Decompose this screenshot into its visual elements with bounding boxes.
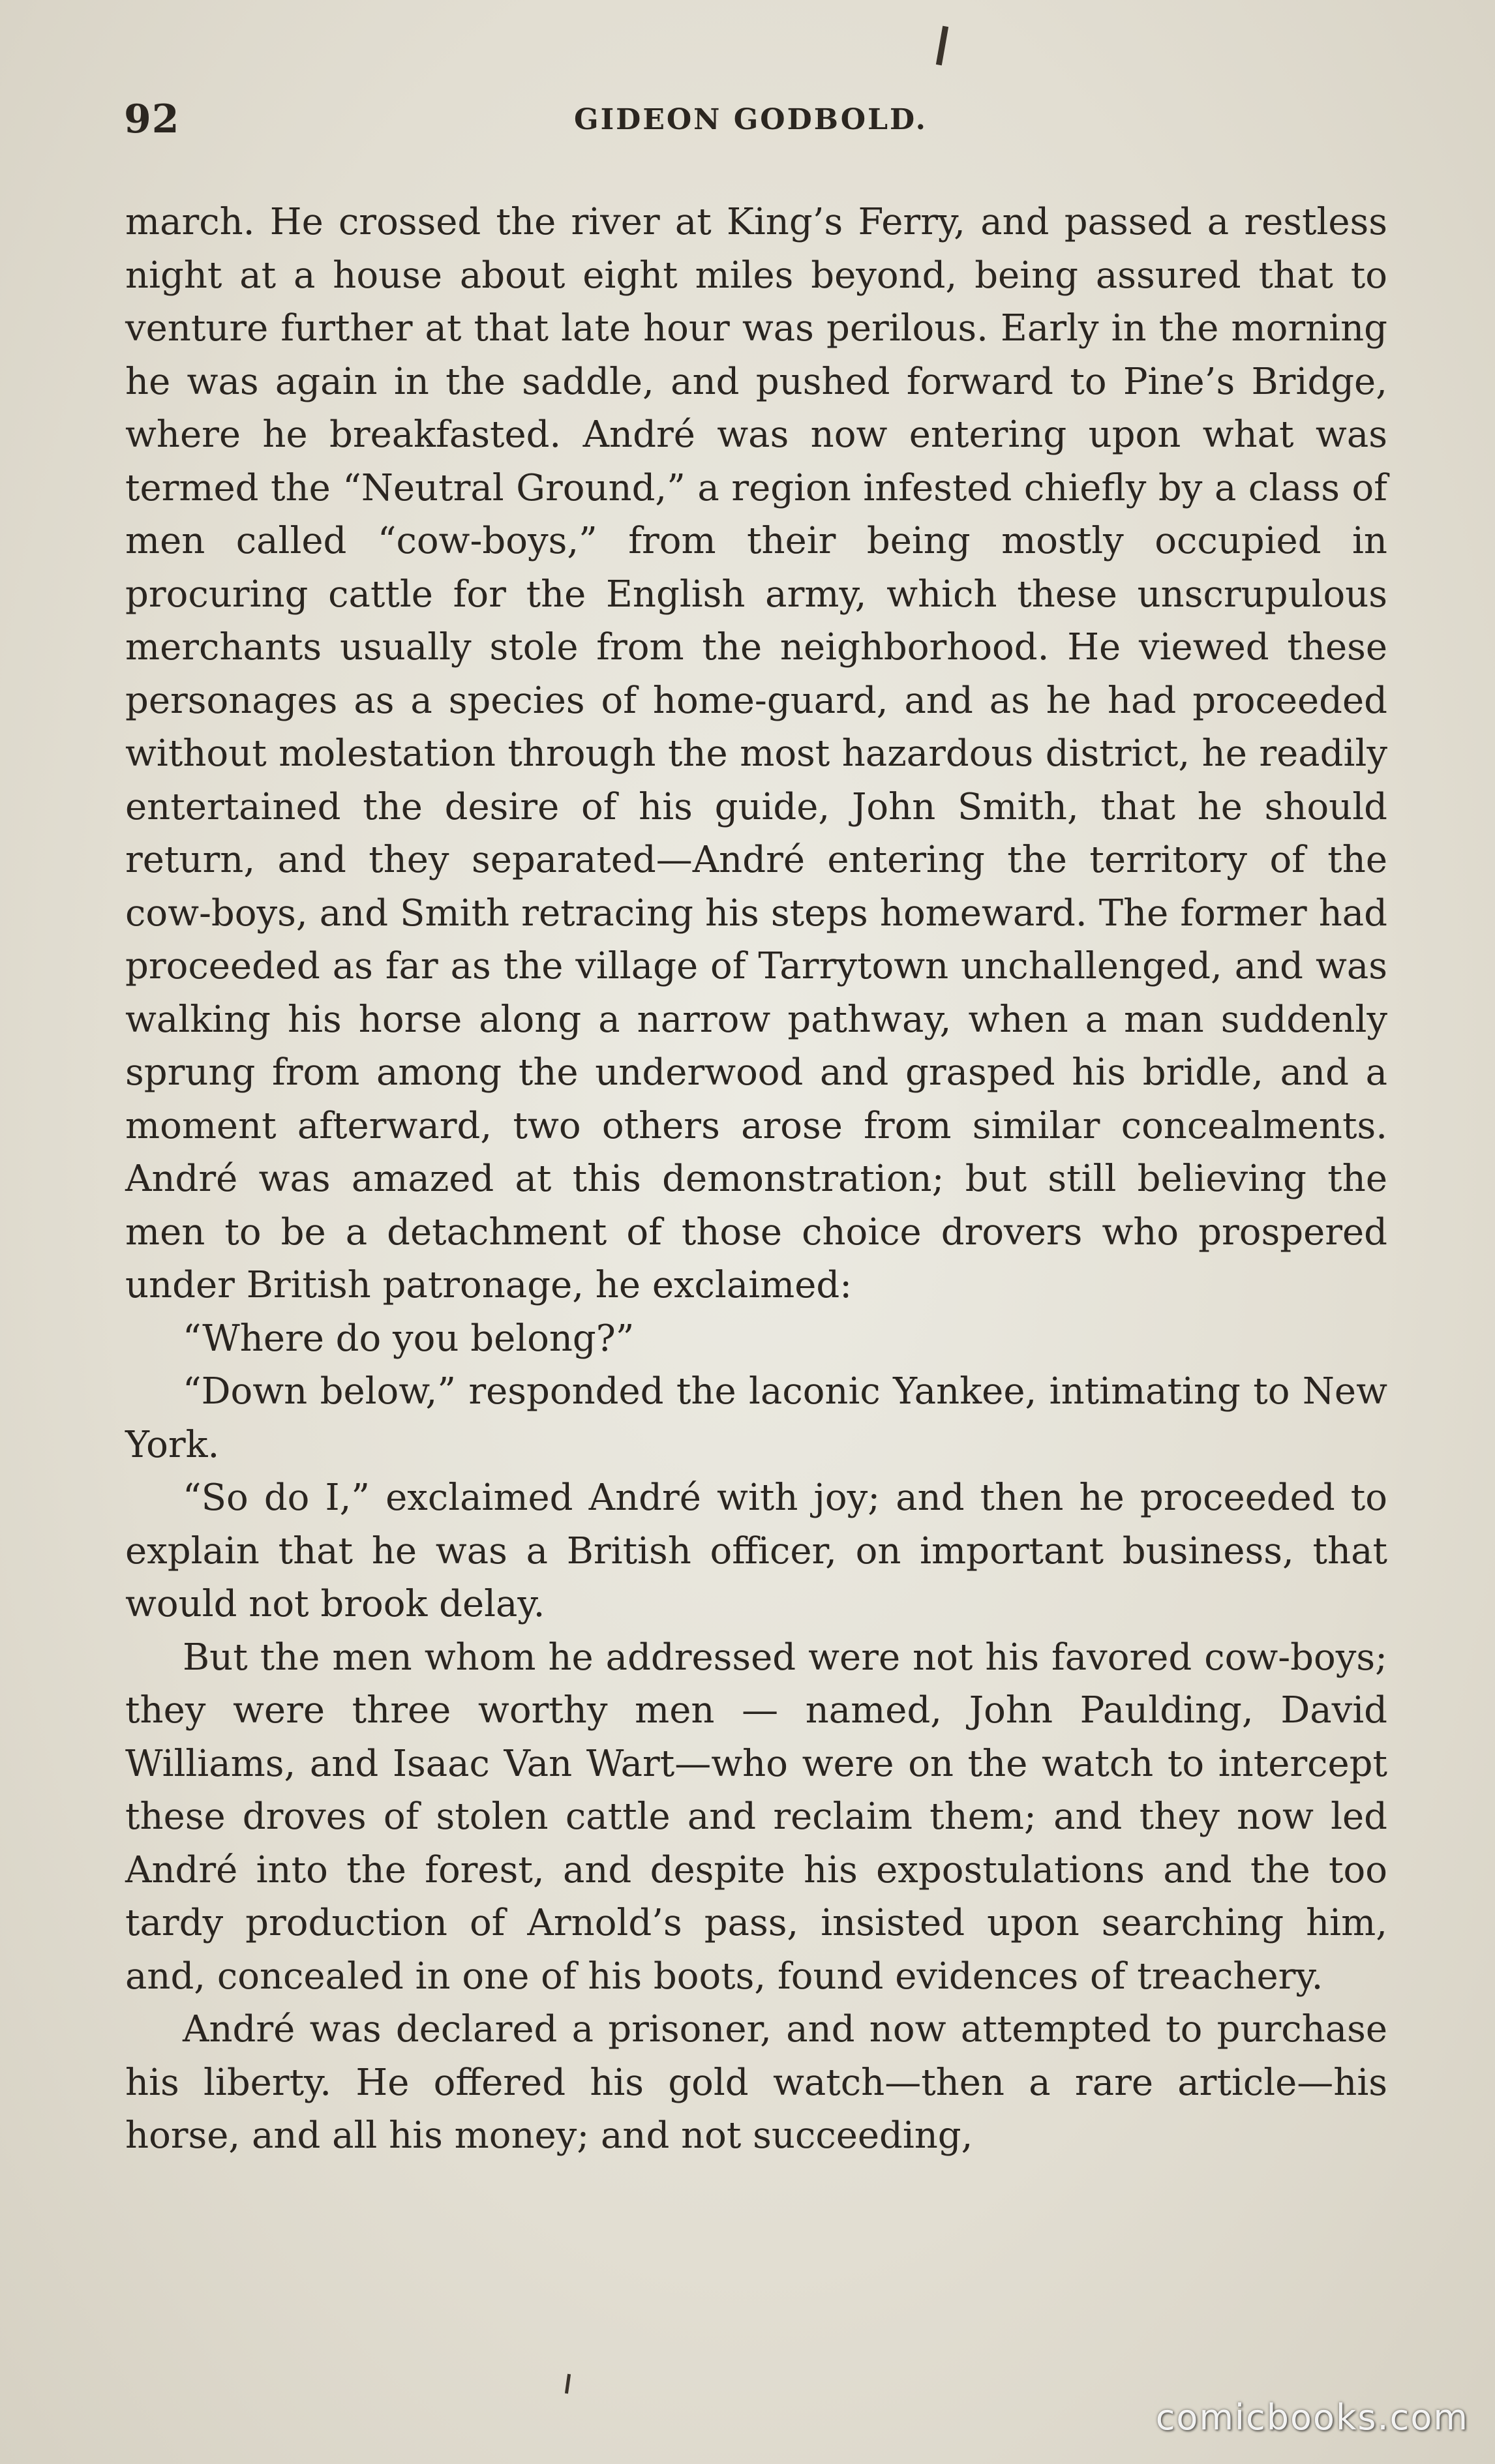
paragraph: But the men whom he addressed were not his favored cow-boys; they were three worthy men — named, John Paulding, David Williams, and Isaac Van Wart—who were on the watch to intercept these droves of stolen cattle and reclaim them; and they now led André into the forest, and despite his expostulations and the too tardy production of Arnold’s pass, insisted upon searching him, and, concealed in one of his boots, found evidences of treachery. xyxy=(125,1636,1387,1998)
page-number: 92 xyxy=(124,97,180,142)
running-head: GIDEON GODBOLD. xyxy=(574,103,928,136)
body-text xyxy=(125,196,1387,2163)
ink-mark xyxy=(936,26,948,66)
watermark: comicbooks.com xyxy=(1155,2397,1469,2438)
paragraph: “Where do you belong?” xyxy=(183,1317,635,1360)
paragraph: “Down below,” responded the laconic Yankee, intimating to New York. xyxy=(125,1370,1387,1466)
paragraph: march. He crossed the river at King’s Ferry, and passed a restless night at a house about eight miles beyond, being assured that to venture further at that late hour was perilous. Early in the morning he was again in the saddle, and pushed forward to Pine’s Bridge, where he breakfasted. André was now entering upon what was termed the “Neutral Ground,” a region infested chiefly by a class of men called “cow-boys,” from their being mostly occupied in procuring cattle for the English army, which these unscrupulous merchants usually stole from the neighborhood. He viewed these personages as a species of home-guard, and as he had proceeded without molestation through the most hazardous district, he readily entertained the desire of his guide, John Smith, that he should return, and they separated—André entering the territory of the cow-boys, and Smith retracing his steps homeward. The former had proceeded as far as the village of Tarrytown unchallenged, and was walking his horse along a narrow pathway, when a man suddenly sprung from among the underwood and grasped his bridle, and a moment afterward, two others arose from similar concealments. André was amazed at this demonstration; but still believing the men to be a detachment of those choice drovers who prospered under British patronage, he exclaimed: xyxy=(125,201,1387,1306)
paragraph: André was declared a prisoner, and now attempted to purchase his liberty. He offered his gold watch—then a rare article—his horse, and all his money; and not succeeding, xyxy=(125,2008,1387,2157)
paragraph: “So do I,” exclaimed André with joy; and then he proceeded to explain that he was a British officer, on important business, that would not brook delay. xyxy=(125,1477,1387,1625)
page-header xyxy=(124,97,1396,149)
ink-mark xyxy=(565,2374,571,2394)
